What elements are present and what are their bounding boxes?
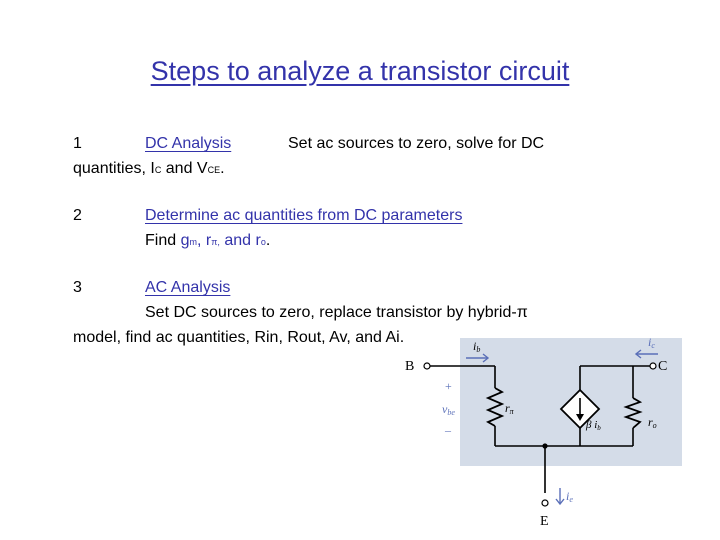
step-3-heading-link[interactable]: AC Analysis	[145, 279, 231, 296]
r-o-label: ro	[648, 415, 657, 430]
page-title: Steps to analyze a transistor circuit	[150, 56, 570, 86]
r-pi-label: rπ	[505, 401, 514, 416]
ie-label: ie	[566, 489, 573, 504]
node-e-terminal	[542, 500, 548, 506]
vbe-minus-sign: –	[445, 423, 451, 437]
step-1-number: 1	[73, 135, 82, 152]
step-1-text-line2: quantities, IC and VCE.	[73, 160, 225, 177]
step-3-text-line2: model, find ac quantities, Rin, Rout, Av, and Ai.	[73, 329, 405, 346]
node-e-label: E	[540, 514, 549, 529]
vbe-label: vbe	[442, 402, 455, 417]
step-2-number: 2	[73, 207, 82, 224]
step-1-heading-link[interactable]: DC Analysis	[145, 135, 232, 152]
junction-dot	[542, 443, 547, 448]
step-3-number: 3	[73, 279, 82, 296]
vbe-plus-sign: +	[445, 379, 452, 393]
node-b-terminal	[424, 363, 430, 369]
step-3-text-line1: Set DC sources to zero, replace transistor by hybrid-π	[145, 304, 528, 321]
hybrid-pi-circuit-diagram	[400, 328, 690, 533]
step-2-heading-link[interactable]: Determine ac quantities from DC parameters	[145, 207, 463, 224]
step-2-find-line: Find gm, rπ, and ro.	[145, 232, 271, 249]
source-label: β ib	[586, 419, 601, 432]
node-c-label: C	[658, 359, 668, 374]
step-1-text-line1: Set ac sources to zero, solve for DC	[288, 135, 545, 152]
node-c-terminal	[650, 363, 656, 369]
ic-label: ic	[648, 335, 655, 350]
ib-label: ib	[473, 339, 481, 354]
node-b-label: B	[405, 359, 415, 374]
